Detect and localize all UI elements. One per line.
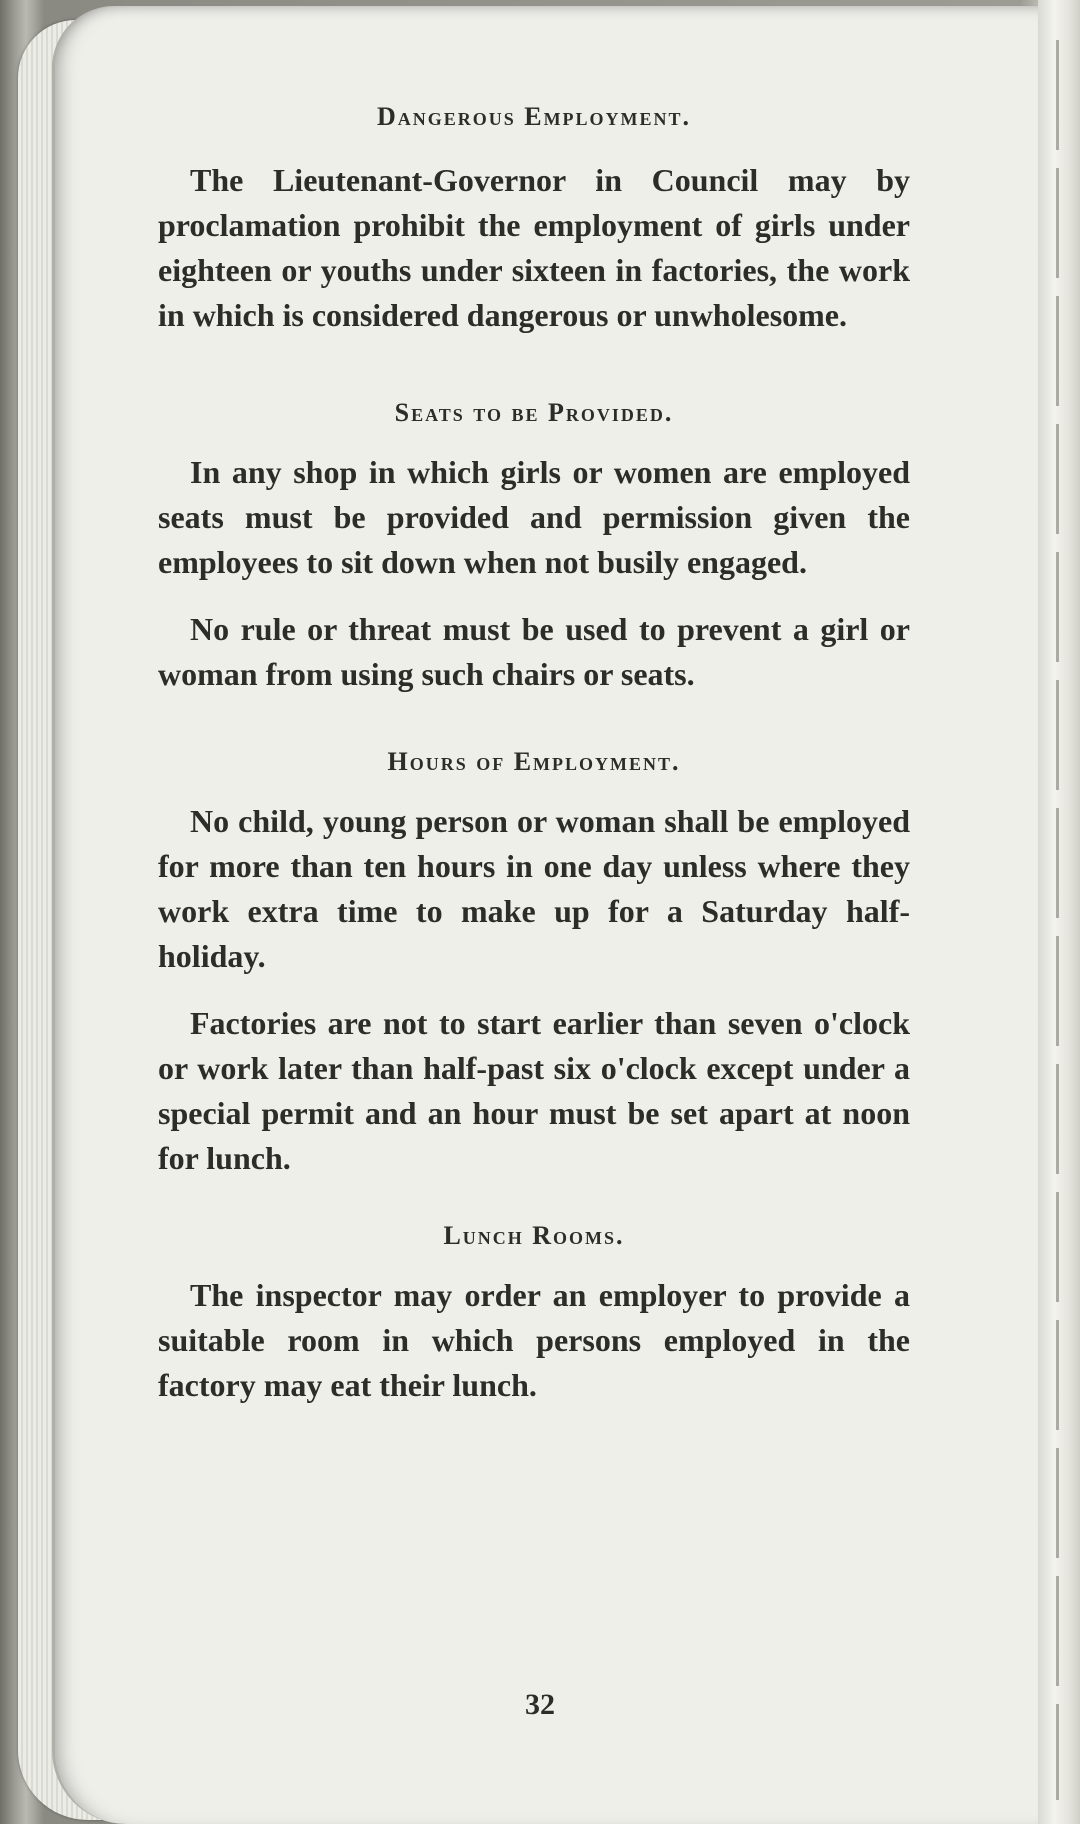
section-heading-hours-of-employment: Hours of Employment.: [387, 747, 681, 776]
page-number: 32: [525, 1688, 555, 1721]
page-text: [158, 100, 910, 1408]
binding-stitching: [1056, 40, 1059, 1800]
section-heading-dangerous-employment: Dangerous Employment.: [376, 102, 692, 131]
paragraph-hours-2: Factories are not to start earlier than seven o'clock or work later than half-past six o'clock except under a special permit and an hour must be set apart at noon for lunch.: [158, 1005, 910, 1176]
section-heading-seats-to-be-provided: Seats to be Provided.: [394, 398, 674, 427]
paragraph-hours-1: No child, young person or woman shall be employed for more than ten hours in one day unless where they work extra time to make up for a Saturday half-holiday.: [158, 803, 910, 974]
paragraph-seats-2: No rule or threat must be used to prevent a girl or woman from using such chairs or seats.: [158, 611, 910, 692]
paragraph-lunch-rooms: The inspector may order an employer to provide a suitable room in which persons employed in the factory may eat their lunch.: [158, 1277, 910, 1403]
paragraph-seats-1: In any shop in which girls or women are employed seats must be provided and permission given the employees to sit down when not busily engaged.: [158, 454, 910, 580]
book-binding: [1038, 0, 1080, 1824]
section-heading-lunch-rooms: Lunch Rooms.: [443, 1221, 625, 1250]
paragraph-dangerous-employment: The Lieutenant-Governor in Council may by proclamation prohibit the employment of girls under eighteen or youths under sixteen in factories, the work in which is considered dangerous or unwholesome.: [158, 162, 910, 333]
